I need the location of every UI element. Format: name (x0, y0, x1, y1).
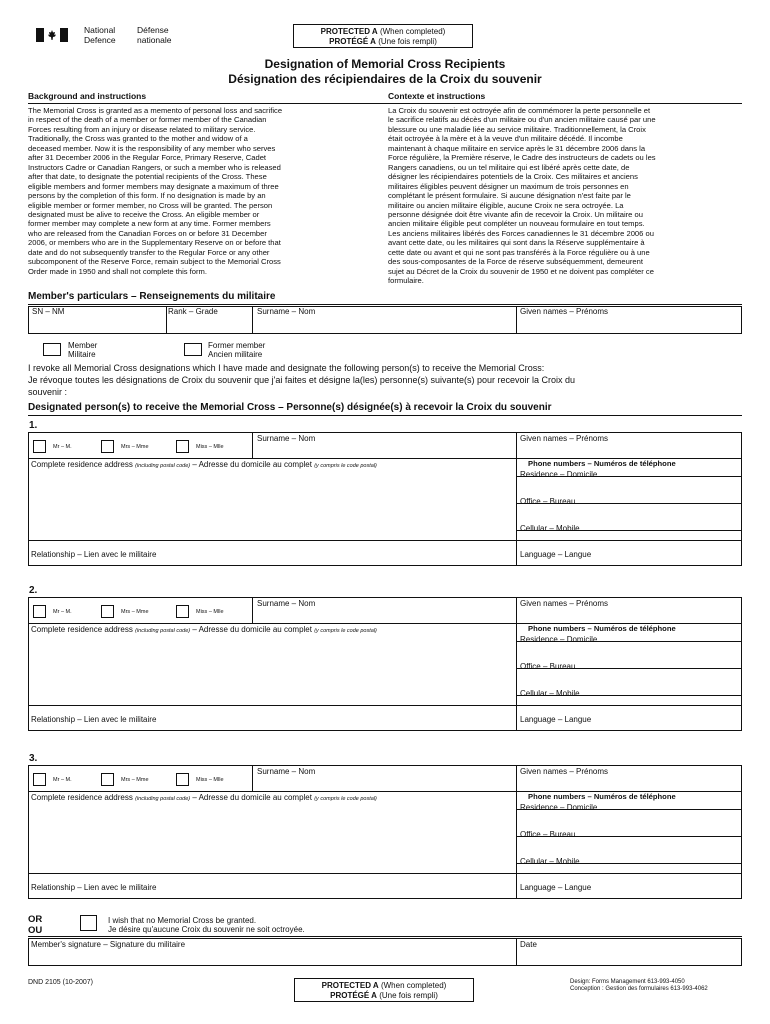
member-field-sep (516, 306, 517, 334)
protege-line-bottom: PROTÉGÉ A (Une fois rempli) (330, 991, 438, 1000)
address-label-part: Complete residence address (31, 460, 133, 469)
contexte-line: militaire ou ancien militaire éligible, aucune Croix ne sera octroyée. La (388, 200, 624, 210)
contexte-line: ancien militaire éligible peut compléter un nouveau formulaire en tout temps. (388, 219, 645, 229)
protected-line: PROTECTED A (When completed) (320, 27, 446, 36)
protected-line-bottom: PROTECTED A (When completed) (321, 981, 447, 990)
form-title-fr: Désignation des récipiendaires de la Croix du souvenir (228, 72, 542, 86)
person-1-language-field[interactable]: Language – Langue (520, 550, 592, 559)
background-line: designated must be alive to receive the Cross. An eligible member or (28, 209, 260, 219)
person-3-surname-field[interactable]: Surname – Nom (257, 767, 316, 776)
person-2-phone-heading: Phone numbers – Numéros de téléphone (528, 624, 676, 633)
person-3-cellular-phone-field[interactable]: Cellular – Mobile (520, 857, 580, 866)
address-label-part: – Adresse du domicile au complet (192, 625, 312, 634)
person-1-number: 1. (29, 420, 38, 431)
person-2-sep (252, 597, 253, 623)
background-line: The Memorial Cross is granted as a memento of personal loss and sacrifice (28, 106, 283, 115)
member-checkbox[interactable] (43, 343, 61, 356)
person-2-mrs-label: Mrs – Mme (121, 609, 149, 615)
design-credit (570, 979, 708, 993)
person-1-office-phone-field[interactable]: Office – Bureau (520, 497, 576, 506)
address-label-part: (including postal code) (135, 796, 191, 802)
design-credit-en: Design: Forms Management 613-993-4050 (570, 979, 685, 985)
contexte-line: cette date ou avant et qui ne sont pas transférés à la Force régulière ou à une (388, 247, 650, 257)
background-line: after that date, to designate the potential recipients of the Cross. These (28, 172, 267, 182)
background-line: deceased member. Now it is the responsibility of any member who serves (28, 143, 276, 153)
person-2-given-names-field[interactable]: Given names – Prénoms (520, 599, 609, 608)
person-2-cellular-phone-field[interactable]: Cellular – Mobile (520, 689, 580, 698)
person-1-given-names-field[interactable]: Given names – Prénoms (520, 434, 609, 443)
contexte-line: La Croix du souvenir est octroyée afin de commémorer la perte personnelle et (388, 106, 651, 115)
person-1-address-field[interactable] (31, 460, 377, 469)
person-1-mrs-checkbox[interactable] (101, 440, 114, 453)
person-3-office-phone-field[interactable]: Office – Bureau (520, 830, 576, 839)
or-label (28, 914, 42, 936)
rank-field[interactable]: Rank – Grade (168, 307, 218, 316)
contexte-line: des sous-composantes de la Force de réserve subséquemment, demeurent (388, 257, 643, 267)
background-line: 2006, or members who are in the Supplementary Reserve on or before that (28, 238, 281, 248)
background-text (28, 106, 368, 276)
revoke-statement-en: I revoke all Memorial Cross designations which I have made and designate the following person(s) to receive the Memorial Cross: (28, 363, 545, 373)
person-3-mrs-checkbox[interactable] (101, 773, 114, 786)
person-1-sep (252, 432, 253, 458)
person-3-sep (516, 765, 517, 899)
no-cross-checkbox[interactable] (80, 915, 97, 931)
canada-flag-logo (36, 28, 68, 42)
department-name-fr (137, 25, 172, 45)
person-1-hline (28, 540, 742, 541)
no-cross-fr: Je désire qu'aucune Croix du souvenir ne soit octroyée. (108, 925, 305, 934)
address-label-part: (y compris le code postal) (314, 463, 377, 469)
background-line: persons by the completion of this form. If no designation is made by an (28, 191, 266, 201)
member-field-sep (252, 306, 253, 334)
former-opt-en: Former member (208, 341, 266, 350)
contexte-line: blessure ou une maladie liée au service militaire. Traditionnellement, la Croix (388, 124, 646, 134)
person-2-relationship-field[interactable]: Relationship – Lien avec le militaire (31, 715, 157, 724)
instructions-divider (28, 103, 742, 104)
address-label-part: – Adresse du domicile au complet (192, 460, 312, 469)
contexte-line: complétant le présent formulaire. Si aucune désignation n'est faite par le (388, 191, 631, 201)
person-1-miss-checkbox[interactable] (176, 440, 189, 453)
person-1-box (28, 432, 742, 566)
person-2-number: 2. (29, 585, 38, 596)
person-1-sep (516, 432, 517, 566)
background-line: in respect of the death of a member or former member of the Canadian (28, 115, 267, 125)
person-3-given-names-field[interactable]: Given names – Prénoms (520, 767, 609, 776)
address-label-part: Complete residence address (31, 793, 133, 802)
protected-a-box-bottom (294, 978, 474, 1002)
person-2-office-phone-field[interactable]: Office – Bureau (520, 662, 576, 671)
member-opt-fr: Militaire (68, 350, 96, 359)
background-line: eligible members and former members may designate a maximum of three (28, 181, 279, 191)
background-heading: Background and instructions (28, 91, 147, 101)
contexte-line: était octroyée à la mère et à la veuve d'un militaire décédé. Il incombe (388, 134, 623, 144)
person-3-miss-checkbox[interactable] (176, 773, 189, 786)
contexte-line: Rangers canadiens, ou un tel militaire qui est libéré après cette date, de (388, 162, 630, 172)
address-label-part: (y compris le code postal) (314, 796, 377, 802)
contexte-line: le sacrifice relatifs au décès d'un militaire ou d'un ancien militaire causé par une (388, 115, 656, 125)
address-label-part: – Adresse du domicile au complet (192, 793, 312, 802)
member-fields-box (28, 306, 742, 334)
contexte-line: avant cette date, ou les militaires qui sont dans la Réserve supplémentaire à (388, 238, 645, 248)
design-credit-fr: Conception : Gestion des formulaires 613-993-4062 (570, 986, 708, 992)
person-2-mr-label: Mr – M. (53, 609, 72, 615)
or-divider (28, 936, 742, 937)
form-title-en: Designation of Memorial Cross Recipients (264, 57, 506, 71)
background-line: former member may complete a new form at any time. Former members (28, 219, 271, 229)
member-given-names-field[interactable]: Given names – Prénoms (520, 307, 609, 316)
person-1-mr-checkbox[interactable] (33, 440, 46, 453)
revoke-statement-fr-cont: souvenir : (28, 387, 68, 397)
person-1-hline (28, 458, 516, 459)
contexte-line: désigner les récipiendaires potentiels de la Croix. Ces militaires et anciens (388, 172, 638, 182)
person-1-mrs-label: Mrs – Mme (121, 444, 149, 450)
contexte-line: Force régulière, la Première réserve, le Cadre des instructeurs de cadets ou les (388, 153, 656, 163)
dept-en-line1: National (84, 25, 116, 35)
background-line: Traditionally, the Cross was granted to the mother and widow of a (28, 134, 248, 144)
address-label-part: (including postal code) (135, 463, 191, 469)
date-field[interactable]: Date (520, 940, 537, 949)
contexte-line: militaires éligibles peuvent désigner un maximum de trois personnes en (388, 181, 629, 191)
member-field-sep (166, 306, 167, 334)
background-line: Forces resulting from an injury or disease related to military service. (28, 124, 256, 134)
background-line: subcomponent of the Reserve Force, remain subject to the Memorial Cross (28, 257, 281, 267)
person-2-box (28, 597, 742, 731)
person-2-mrs-checkbox[interactable] (101, 605, 114, 618)
protege-line: PROTÉGÉ A (Une fois rempli) (329, 37, 437, 46)
person-3-mr-checkbox[interactable] (33, 773, 46, 786)
contexte-heading: Contexte et instructions (388, 91, 486, 101)
person-2-mr-checkbox[interactable] (33, 605, 46, 618)
person-1-cellular-phone-field[interactable]: Cellular – Mobile (520, 524, 580, 533)
address-label-part: (including postal code) (135, 628, 191, 634)
member-signature-field[interactable]: Member's signature – Signature du militaire (31, 940, 186, 949)
person-1-mr-label: Mr – M. (53, 444, 72, 450)
background-line: Order made in 1950 and shall not complete this form. (28, 266, 207, 276)
revoke-statement-fr: Je révoque toutes les désignations de Croix du souvenir que j'ai faites et désigne la(les) personne(s) suivante(s) pour recevoir la Croix du (28, 375, 576, 385)
person-3-number: 3. (29, 753, 38, 764)
no-cross-en: I wish that no Memorial Cross be granted. (108, 916, 257, 925)
dept-en-line2: Defence (84, 35, 116, 45)
contexte-line: Les anciens militaires libérés des Forces canadiennes le 31 décembre 2006 ou (388, 228, 654, 238)
person-3-hline (28, 873, 742, 874)
person-3-box (28, 765, 742, 899)
contexte-line: sujet au Décret de la Croix du souvenir de 1950 et ne doivent pas compléter ce (388, 266, 654, 276)
person-3-residence-phone-field[interactable]: Residence – Domicile (520, 803, 598, 812)
person-3-address-field[interactable] (31, 793, 377, 802)
person-3-sep (252, 765, 253, 791)
or-en: OR (28, 914, 43, 925)
sn-field[interactable]: SN – NM (32, 307, 65, 316)
form-number: DND 2105 (10-2007) (28, 979, 93, 986)
person-1-residence-phone-field[interactable]: Residence – Domicile (520, 470, 598, 479)
address-label-part: (y compris le code postal) (314, 628, 377, 634)
person-1-surname-field[interactable]: Surname – Nom (257, 434, 316, 443)
address-label-part: Complete residence address (31, 625, 133, 634)
dept-fr-line1: Défense (137, 25, 169, 35)
designated-persons-heading: Designated person(s) to receive the Memorial Cross – Personne(s) désignée(s) à recevoir la Croix du souvenir (28, 402, 552, 413)
contexte-line: personne désignée doit être vivante afin de recevoir la Croix. Un militaire ou (388, 209, 643, 219)
person-2-sep (516, 597, 517, 731)
person-2-surname-field[interactable]: Surname – Nom (257, 599, 316, 608)
person-1-phone-heading: Phone numbers – Numéros de téléphone (528, 459, 676, 468)
no-cross-statement (108, 916, 305, 934)
person-2-address-field[interactable] (31, 625, 377, 634)
member-opt-en: Member (68, 341, 98, 350)
person-1-relationship-field[interactable]: Relationship – Lien avec le militaire (31, 550, 157, 559)
background-line: after 31 December 2006 in the Regular Force, Primary Reserve, Cadet (28, 153, 267, 163)
person-2-miss-checkbox[interactable] (176, 605, 189, 618)
person-2-hline (28, 705, 742, 706)
background-line: Instructors Cadre or Canadian Rangers, or such a member who is released (28, 162, 281, 172)
person-3-phone-heading: Phone numbers – Numéros de téléphone (528, 792, 676, 801)
former-opt-fr: Ancien militaire (208, 350, 263, 359)
contexte-line: maintenant à chaque militaire en service après le 31 décembre 2006 dans la (388, 143, 646, 153)
contexte-line: formulaire. (388, 276, 424, 286)
person-2-language-field[interactable]: Language – Langue (520, 715, 592, 724)
person-3-language-field[interactable]: Language – Langue (520, 883, 592, 892)
designated-divider (28, 415, 742, 416)
or-fr: OU (28, 925, 43, 936)
member-particulars-heading: Member's particulars – Renseignements du militaire (28, 291, 276, 302)
protected-a-box-top (293, 24, 473, 48)
person-1-miss-label: Miss – Mlle (196, 444, 224, 450)
member-surname-field[interactable]: Surname – Nom (257, 307, 316, 316)
background-line: date and do not subsequently transfer to the Regular Force or any other (28, 247, 270, 257)
member-divider (28, 304, 742, 305)
person-3-mr-label: Mr – M. (53, 777, 72, 783)
person-3-hline (28, 791, 516, 792)
department-name-en (84, 25, 116, 45)
background-line: who are released from the Canadian Forces on or before 31 December (28, 228, 267, 238)
contexte-text (388, 106, 744, 286)
signature-sep (516, 938, 517, 966)
member-option-label (68, 341, 97, 359)
former-member-option-label (208, 341, 265, 359)
person-2-residence-phone-field[interactable]: Residence – Domicile (520, 635, 598, 644)
person-3-miss-label: Miss – Mlle (196, 777, 224, 783)
background-line: eligible member or former member, no Cross will be granted. The person (28, 200, 273, 210)
person-2-miss-label: Miss – Mlle (196, 609, 224, 615)
person-3-mrs-label: Mrs – Mme (121, 777, 149, 783)
person-3-relationship-field[interactable]: Relationship – Lien avec le militaire (31, 883, 157, 892)
person-2-hline (28, 623, 516, 624)
dept-fr-line2: nationale (137, 35, 172, 45)
former-member-checkbox[interactable] (184, 343, 202, 356)
